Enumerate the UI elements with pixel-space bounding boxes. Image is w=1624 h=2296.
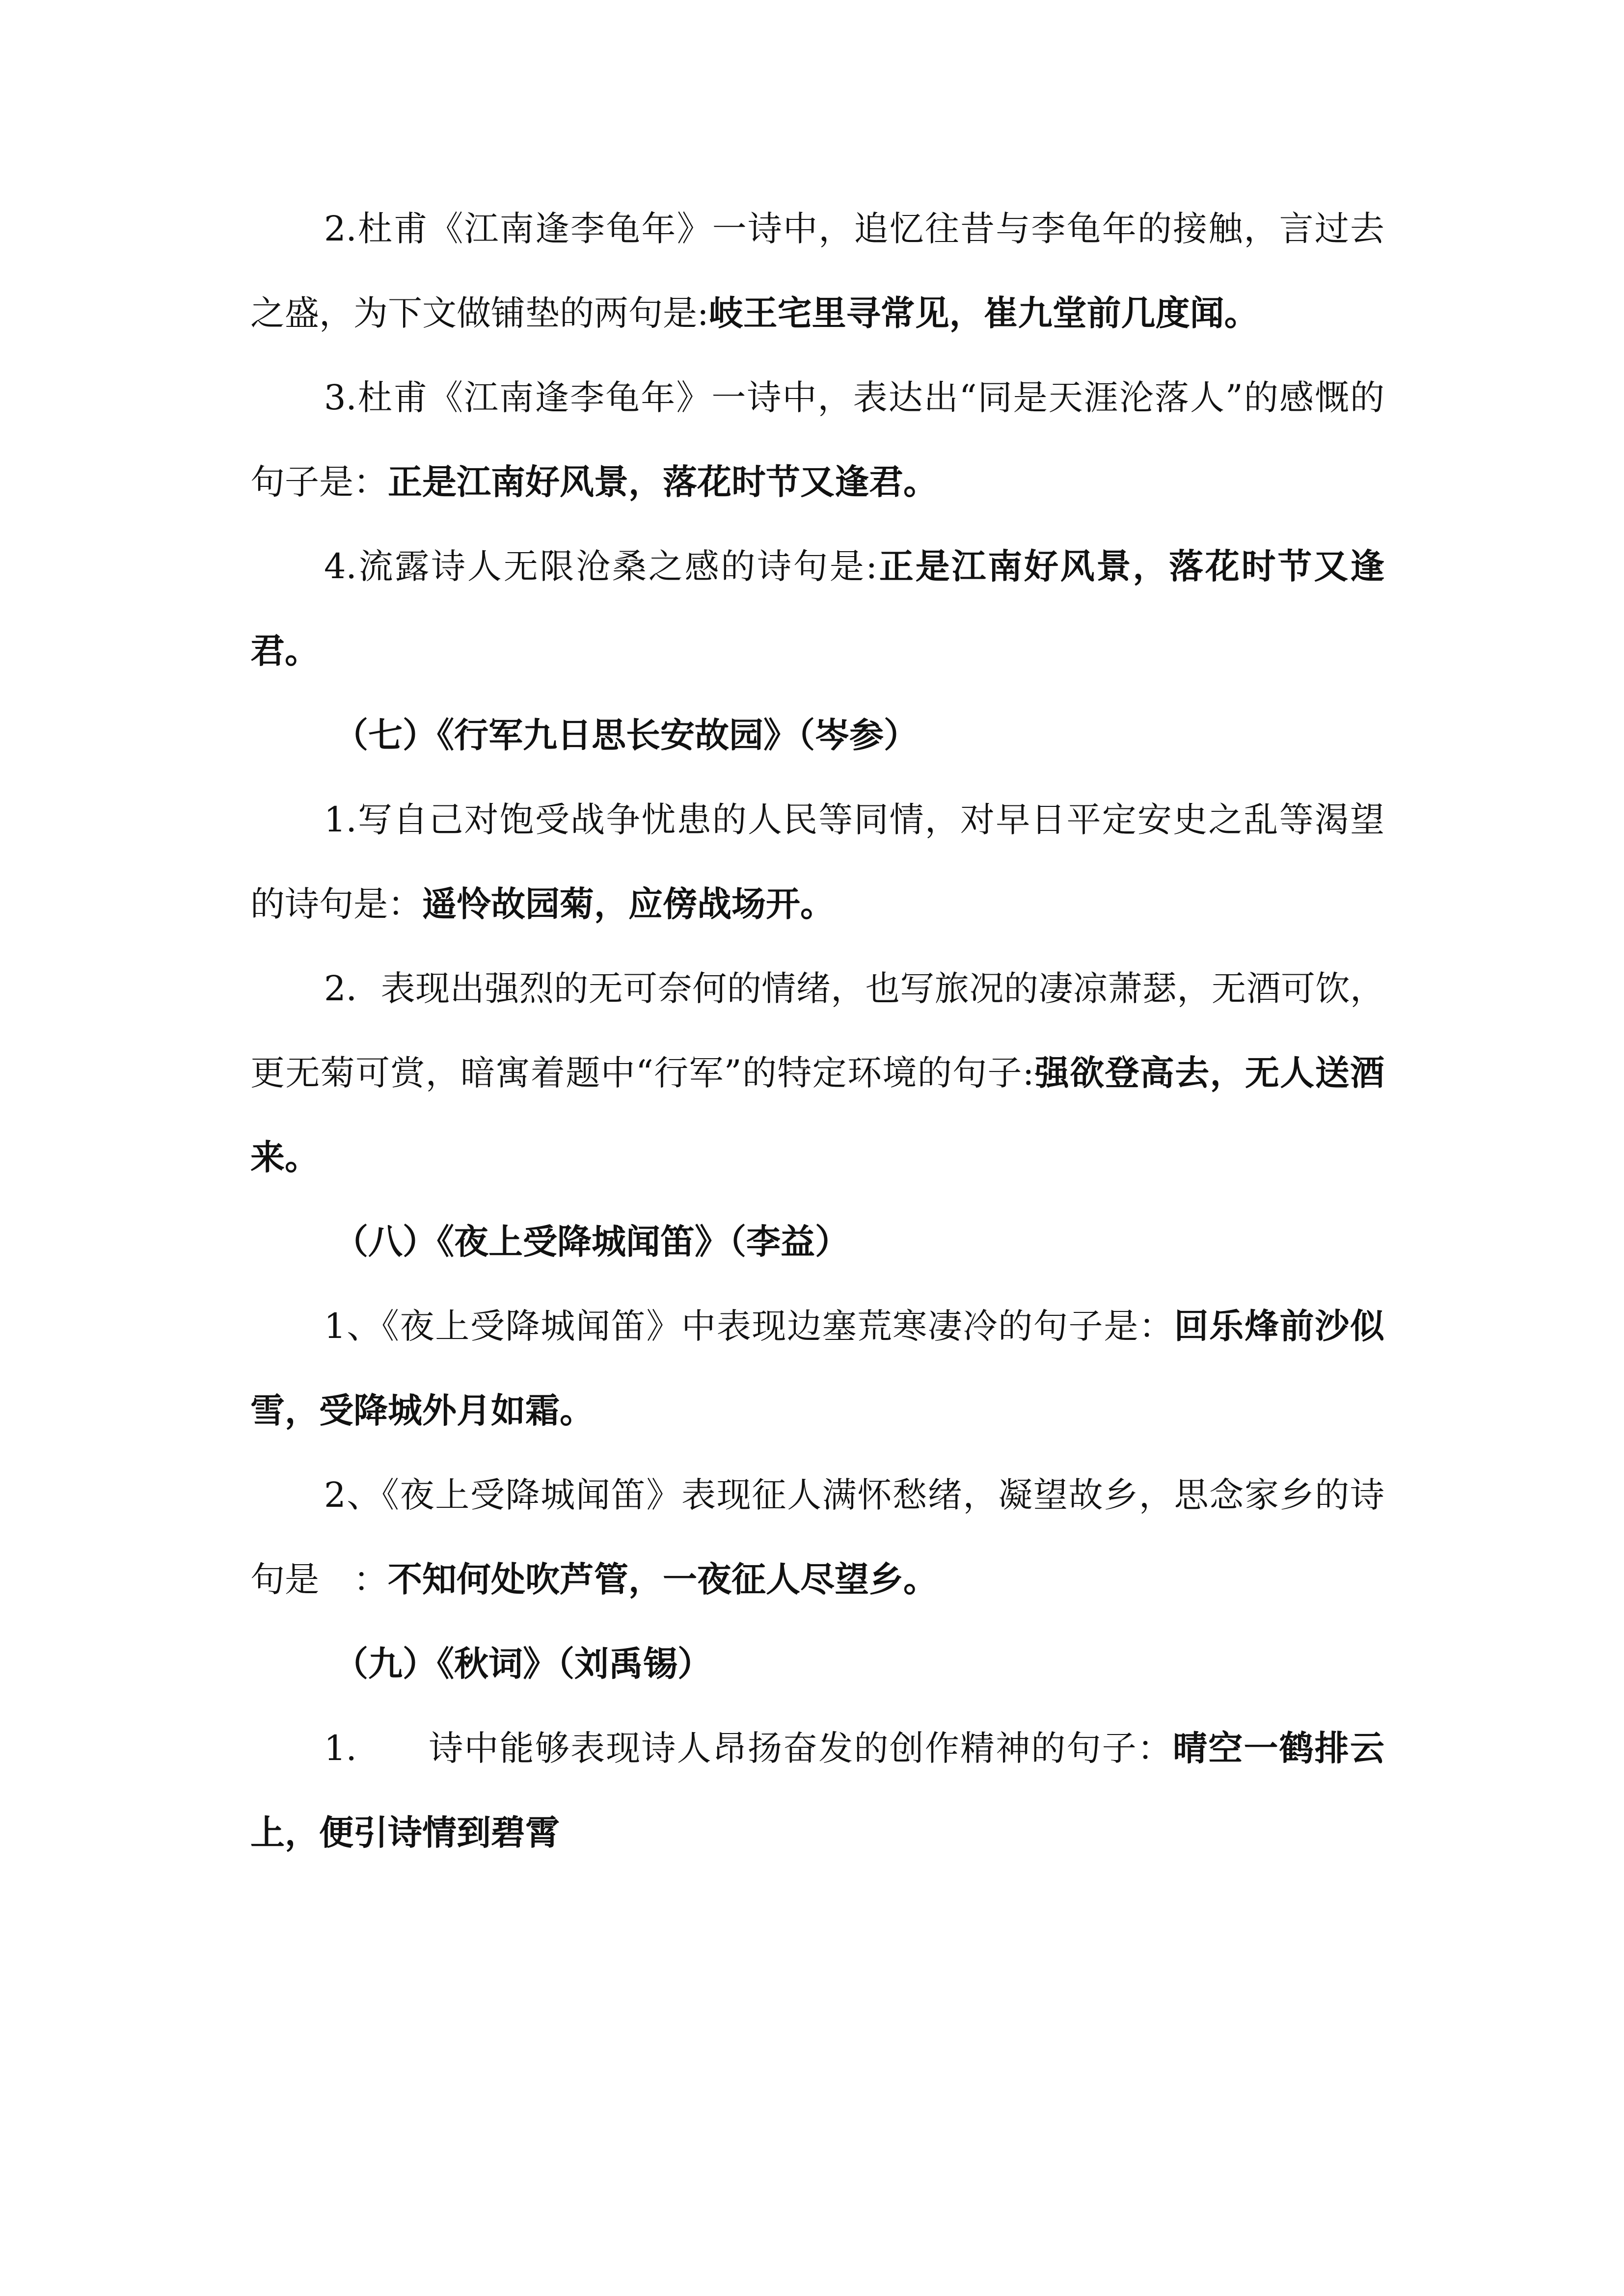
question-item xyxy=(250,355,1384,524)
question-prompt: 1、《夜上受降城闻笛》中表现边塞荒寒凄冷的句子是： xyxy=(324,1306,1174,1346)
document-body xyxy=(250,187,1384,1875)
question-item xyxy=(250,187,1384,355)
question-item xyxy=(250,946,1384,1200)
answer-text: 正是江南好风景，落花时节又逢君。 xyxy=(388,461,938,502)
answer-text: 不知何处吹芦管，一夜征人尽望乡。 xyxy=(388,1559,938,1600)
question-prompt: 2．表现出强烈的无可奈何的情绪，也写旅况的凄凉萧瑟，无酒可饮，更无菊可赏，暗寓着题中“行军”的特定环境的句子: xyxy=(250,968,1384,1093)
section-heading: （九）《秋词》（刘禹锡） xyxy=(334,1643,712,1684)
question-prompt: 1.写自己对饱受战争忧患的人民等同情，对早日平定安史之乱等渴望的诗句是： xyxy=(250,800,1384,924)
question-item xyxy=(250,1284,1384,1453)
question-item xyxy=(250,1453,1384,1622)
question-prompt: 3.杜甫《江南逢李龟年》一诗中，表达出“同是天涯沦落人”的感慨的句子是： xyxy=(250,377,1384,502)
question-item xyxy=(250,1706,1384,1875)
section-heading: （七）《行军九日思长安故园》（岑参） xyxy=(334,715,918,755)
answer-text: 正是江南好风景，落花时节又逢君。 xyxy=(250,546,1384,671)
answer-text: 晴空一鹤排云上，便引诗情到碧霄 xyxy=(250,1728,1384,1853)
question-prompt: 4.流露诗人无限沧桑之感的诗句是: xyxy=(324,546,878,587)
section-heading: （八）《夜上受降城闻笛》（李益） xyxy=(334,1221,849,1262)
answer-text: 强欲登高去，无人送酒来。 xyxy=(250,1052,1385,1177)
question-item xyxy=(250,777,1384,946)
question-item xyxy=(250,524,1384,693)
question-prompt: 2.杜甫《江南逢李龟年》一诗中，追忆往昔与李龟年的接触，言过去之盛，为下文做铺垫的两句是: xyxy=(250,209,1384,333)
answer-text: 回乐烽前沙似雪，受降城外月如霜。 xyxy=(250,1306,1385,1431)
question-prompt: 2、《夜上受降城闻笛》表现征人满怀愁绪，凝望故乡，思念家乡的诗句是 ： xyxy=(250,1475,1384,1600)
answer-text: 遥怜故园菊，应傍战场开。 xyxy=(422,883,835,924)
question-prompt: 1. 诗中能够表现诗人昂扬奋发的创作精神的句子： xyxy=(324,1728,1173,1768)
answer-text: 岐王宅里寻常见，崔九堂前几度闻。 xyxy=(708,293,1259,333)
